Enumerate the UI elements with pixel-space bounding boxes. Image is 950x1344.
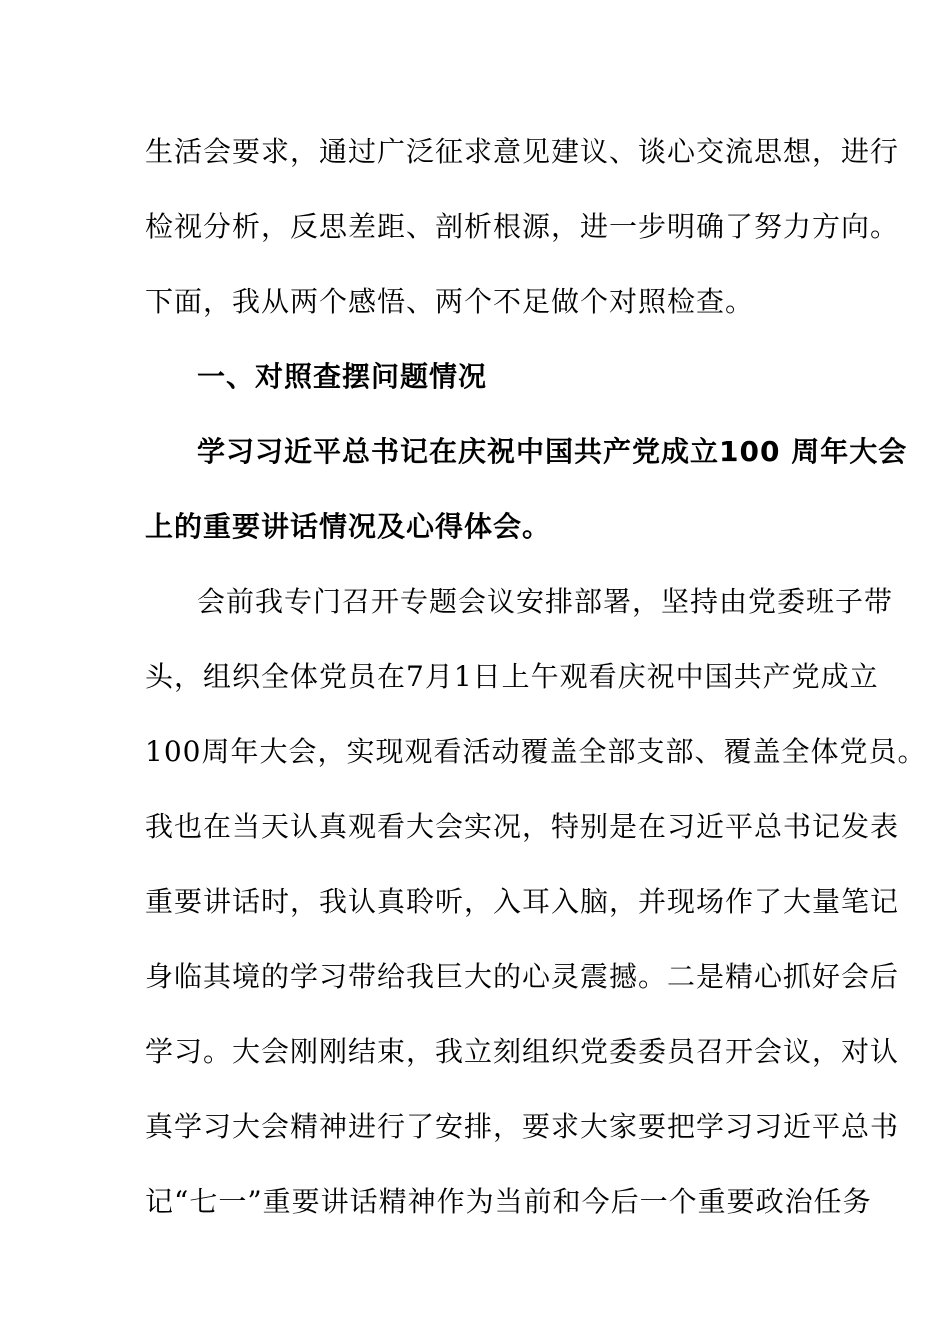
paragraph-line-6: 100周年大会，实现观看活动覆盖全部支部、覆盖全体党员。	[145, 735, 927, 768]
paragraph-line-8: 重要讲话时，我认真聆听，入耳入脑，并现场作了大量笔记	[145, 885, 900, 918]
paragraph-line-9: 身临其境的学习带给我巨大的心灵震撼。二是精心抓好会后	[145, 960, 900, 993]
subheading-line-1: 学习习近平总书记在庆祝中国共产党成立100 周年大会	[197, 435, 908, 468]
paragraph-line-4: 会前我专门召开专题会议安排部署，坚持由党委班子带	[197, 585, 894, 618]
paragraph-line-5: 头，组织全体党员在7月1日上午观看庆祝中国共产党成立	[145, 660, 879, 693]
paragraph-line-7: 我也在当天认真观看大会实况，特别是在习近平总书记发表	[145, 810, 900, 843]
paragraph-line-3: 下面，我从两个感悟、两个不足做个对照检查。	[145, 285, 755, 318]
paragraph-line-10: 学习。大会刚刚结束，我立刻组织党委委员召开会议，对认	[145, 1035, 900, 1068]
paragraph-line-11: 真学习大会精神进行了安排，要求大家要把学习习近平总书	[145, 1110, 900, 1143]
subheading-line-2: 上的重要讲话情况及心得体会。	[145, 510, 552, 543]
paragraph-line-12: 记“七一”重要讲话精神作为当前和今后一个重要政治任务	[145, 1185, 872, 1218]
section-heading: 一、对照查摆问题情况	[197, 360, 488, 393]
paragraph-line-2: 检视分析，反思差距、剖析根源，进一步明确了努力方向。	[145, 210, 900, 243]
paragraph-line-1: 生活会要求，通过广泛征求意见建议、谈心交流思想，进行	[145, 135, 900, 168]
